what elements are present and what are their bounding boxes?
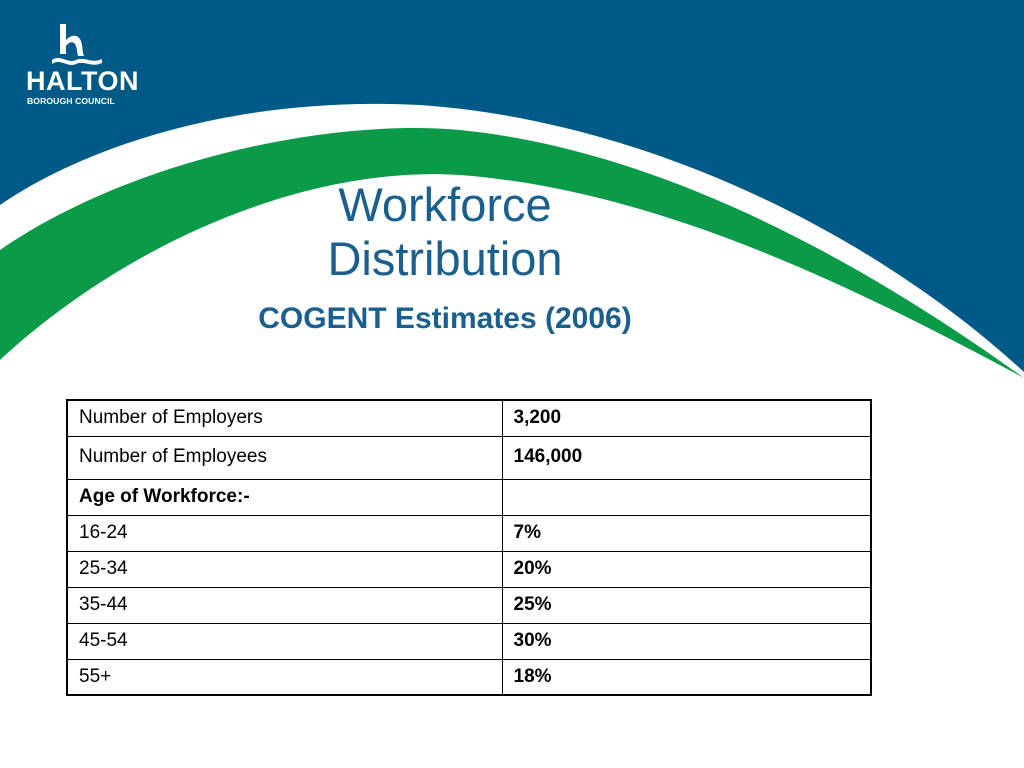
table-row [67, 551, 871, 587]
logo-subtitle: BOROUGH COUNCIL [27, 96, 115, 106]
halton-h-mark-icon [52, 22, 102, 70]
title-line-2: Distribution [327, 232, 563, 285]
row-value: 30% [502, 623, 871, 659]
row-label: Number of Employees [67, 436, 502, 479]
row-label: 35-44 [67, 587, 502, 623]
halton-logo [22, 22, 139, 112]
row-value: 7% [502, 515, 871, 551]
logo-name: HALTON [26, 66, 139, 96]
table-row [67, 400, 871, 436]
title-line-1: Workforce [338, 178, 552, 231]
table-row [67, 479, 871, 515]
table-row [67, 436, 871, 479]
row-value [502, 479, 871, 515]
row-label: 25-34 [67, 551, 502, 587]
row-label: Number of Employers [67, 400, 502, 436]
row-label: 55+ [67, 659, 502, 695]
workforce-table [66, 399, 872, 696]
row-label: Age of Workforce:- [67, 479, 502, 515]
page-subtitle: COGENT Estimates (2006) [258, 302, 632, 335]
row-label: 16-24 [67, 515, 502, 551]
page-title [245, 178, 645, 286]
table-row [67, 659, 871, 695]
row-value: 146,000 [502, 436, 871, 479]
table-row [67, 515, 871, 551]
row-value: 25% [502, 587, 871, 623]
row-value: 20% [502, 551, 871, 587]
row-value: 3,200 [502, 400, 871, 436]
table-row [67, 587, 871, 623]
row-label: 45-54 [67, 623, 502, 659]
row-value: 18% [502, 659, 871, 695]
table-row [67, 623, 871, 659]
